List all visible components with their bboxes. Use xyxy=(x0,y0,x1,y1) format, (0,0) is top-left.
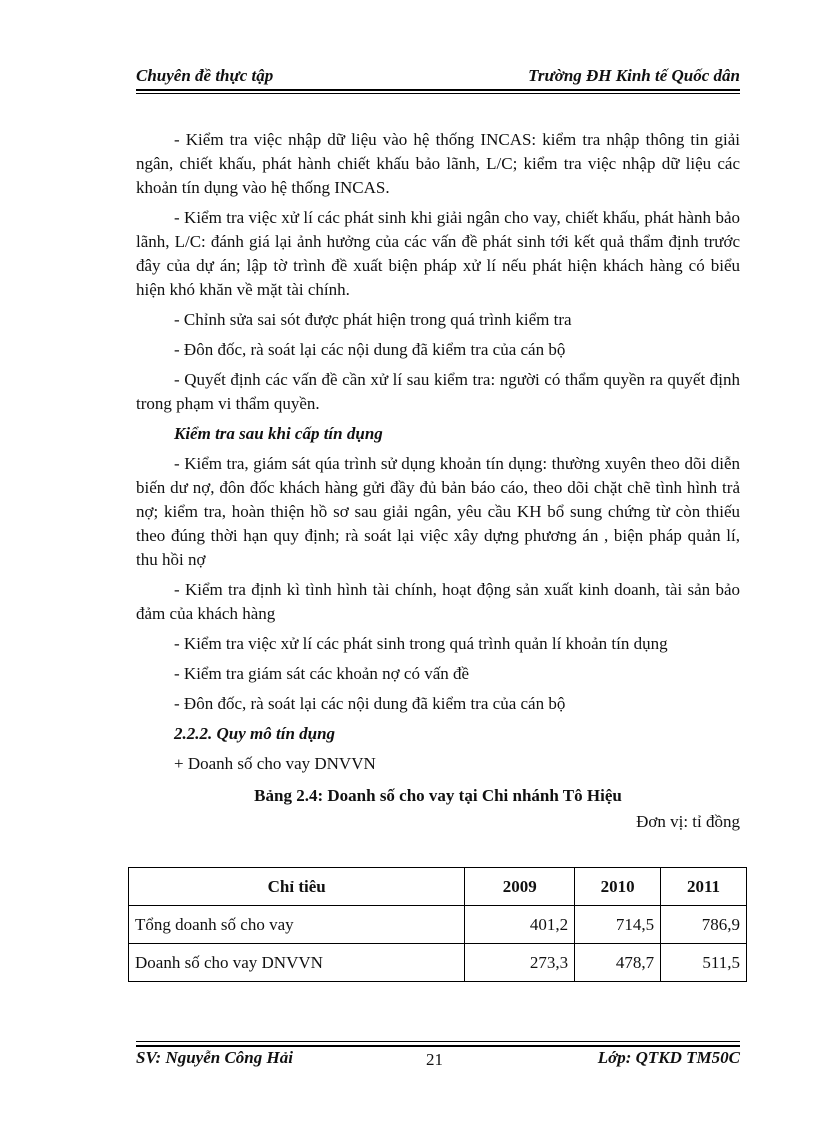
table-cell: Doanh số cho vay DNVVN xyxy=(129,944,465,982)
loan-sales-table xyxy=(128,867,747,982)
paragraph: - Kiểm tra giám sát các khoản nợ có vấn đề xyxy=(174,664,470,683)
table-cell: 511,5 xyxy=(661,944,747,982)
table-header-cell: 2011 xyxy=(661,868,747,906)
footer-rule-thick xyxy=(136,1045,740,1047)
paragraph: - Kiểm tra việc xử lí các phát sinh khi giải ngân cho vay, chiết khấu, phát hành bảo lãnh, L/C: đánh giá lại ảnh hưởng của các vấn đề phát sinh tới kết quả thẩm định trước đây của dự án; lập tờ trình đề xuất biện pháp xử lí nếu phát hiện khách hàng có biểu hiện khó khăn về mặt tài chính. xyxy=(136,208,740,299)
table-row xyxy=(129,944,747,982)
paragraph: - Kiểm tra việc xử lí các phát sinh trong quá trình quản lí khoản tín dụng xyxy=(174,634,668,653)
table-row xyxy=(129,906,747,944)
footer-rule-thin xyxy=(136,1041,740,1042)
header-left-title: Chuyên đề thực tập xyxy=(136,66,274,85)
table-cell: 786,9 xyxy=(661,906,747,944)
header-rule-thick xyxy=(136,89,740,91)
table-cell: 273,3 xyxy=(465,944,575,982)
paragraph: - Kiểm tra, giám sát qúa trình sử dụng khoản tín dụng: thường xuyên theo dõi diễn biến dư nợ, đôn đốc khách hàng gửi đầy đủ bản báo cáo, theo dõi chặt chẽ tình hình trả nợ; kiểm tra, hoàn thiện hồ sơ sau giải ngân, yêu cầu KH bổ sung chứng từ còn thiếu theo đúng thời hạn quy định; rà soát lại việc xây dựng phương án , biện pháp quản lí, thu hồi nợ xyxy=(136,454,740,569)
table-cell: 478,7 xyxy=(575,944,661,982)
paragraph: - Quyết định các vấn đề cần xử lí sau kiểm tra: người có thẩm quyền ra quyết định trong phạm vi thẩm quyền. xyxy=(136,370,740,413)
paragraph: - Đôn đốc, rà soát lại các nội dung đã kiểm tra của cán bộ xyxy=(174,694,566,713)
paragraph: - Kiểm tra việc nhập dữ liệu vào hệ thống INCAS: kiểm tra nhập thông tin giải ngân, chiết khấu, phát hành chiết khấu bảo lãnh, L/C; kiểm tra việc nhập dữ liệu các khoản tín dụng vào hệ thống INCAS. xyxy=(136,130,740,197)
paragraph: - Đôn đốc, rà soát lại các nội dung đã kiểm tra của cán bộ xyxy=(174,340,566,359)
table-unit: Đơn vị: tỉ đồng xyxy=(636,812,740,831)
paragraph: - Kiểm tra định kì tình hình tài chính, hoạt động sản xuất kinh doanh, tài sản bảo đảm của khách hàng xyxy=(136,580,740,623)
page-number: 21 xyxy=(426,1050,443,1069)
table-cell: 714,5 xyxy=(575,906,661,944)
header-rule-thin xyxy=(136,93,740,94)
footer-class: Lớp: QTKD TM50C xyxy=(597,1048,740,1067)
footer-student: SV: Nguyễn Công Hải xyxy=(136,1048,293,1067)
table-cell: Tổng doanh số cho vay xyxy=(129,906,465,944)
page-body xyxy=(136,128,740,840)
subsection-heading: 2.2.2. Quy mô tín dụng xyxy=(174,724,336,743)
table-header-cell: Chỉ tiêu xyxy=(129,868,465,906)
table-header-cell: 2010 xyxy=(575,868,661,906)
table-title: Bảng 2.4: Doanh số cho vay tại Chi nhánh Tô Hiệu xyxy=(254,786,622,805)
plus-line: + Doanh số cho vay DNVVN xyxy=(174,754,376,773)
header-right-title: Trường ĐH Kinh tế Quốc dân xyxy=(528,66,740,85)
section-heading: Kiểm tra sau khi cấp tín dụng xyxy=(174,424,383,443)
table-header-cell: 2009 xyxy=(465,868,575,906)
table-cell: 401,2 xyxy=(465,906,575,944)
table-header-row xyxy=(129,868,747,906)
page-footer xyxy=(136,1048,740,1076)
paragraph: - Chỉnh sửa sai sót được phát hiện trong quá trình kiểm tra xyxy=(174,310,572,329)
